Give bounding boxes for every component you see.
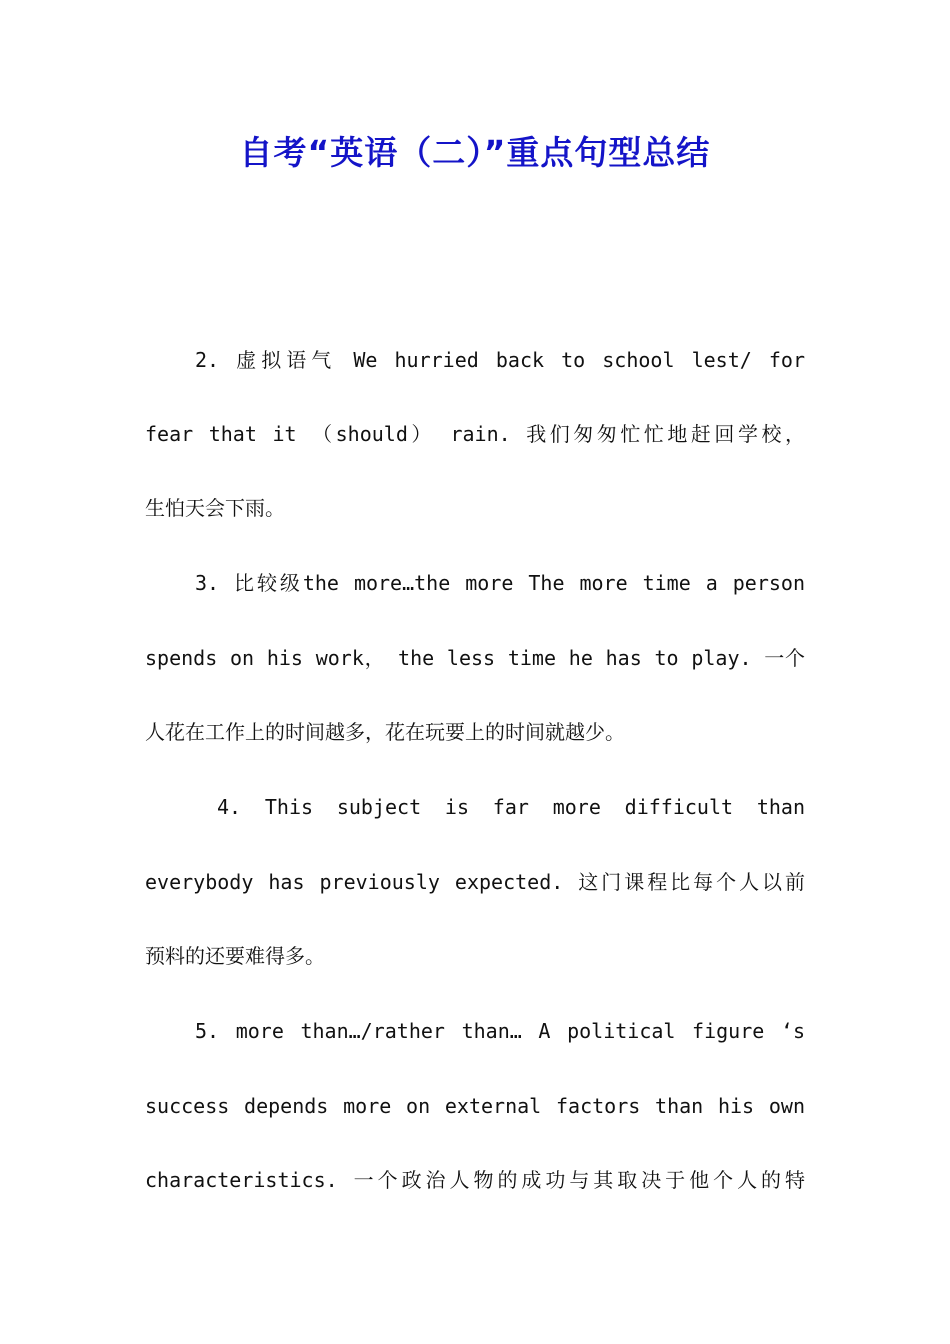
text-line-11: success depends more on external factors than his own — [145, 1094, 805, 1118]
text-line-10: 5. more than…/rather than… A political figure ‘s — [195, 1019, 805, 1043]
text-line-2: fear that it （should） rain. 我们匆匆忙忙地赶回学校， — [145, 422, 805, 446]
text-line-9: 预料的还要难得多。 — [145, 944, 325, 968]
document-title: 自考“英语（二）”重点句型总结 — [239, 133, 711, 172]
text-line-4: 3. 比较级the more…the more The more time a person — [195, 571, 805, 595]
text-line-6: 人花在工作上的时间越多，花在玩要上的时间就越少。 — [145, 720, 625, 744]
text-line-7: 4. This subject is far more difficult than — [217, 795, 805, 819]
text-line-3: 生怕天会下雨。 — [145, 496, 285, 520]
text-line-5: spends on his work， the less time he has to play. 一个 — [145, 646, 805, 670]
text-line-1: 2. 虚拟语气 We hurried back to school lest/ for — [195, 348, 805, 372]
text-line-12: characteristics. 一个政治人物的成功与其取决于他个人的特 — [145, 1168, 805, 1192]
text-line-8: everybody has previously expected. 这门课程比每个人以前 — [145, 870, 805, 894]
